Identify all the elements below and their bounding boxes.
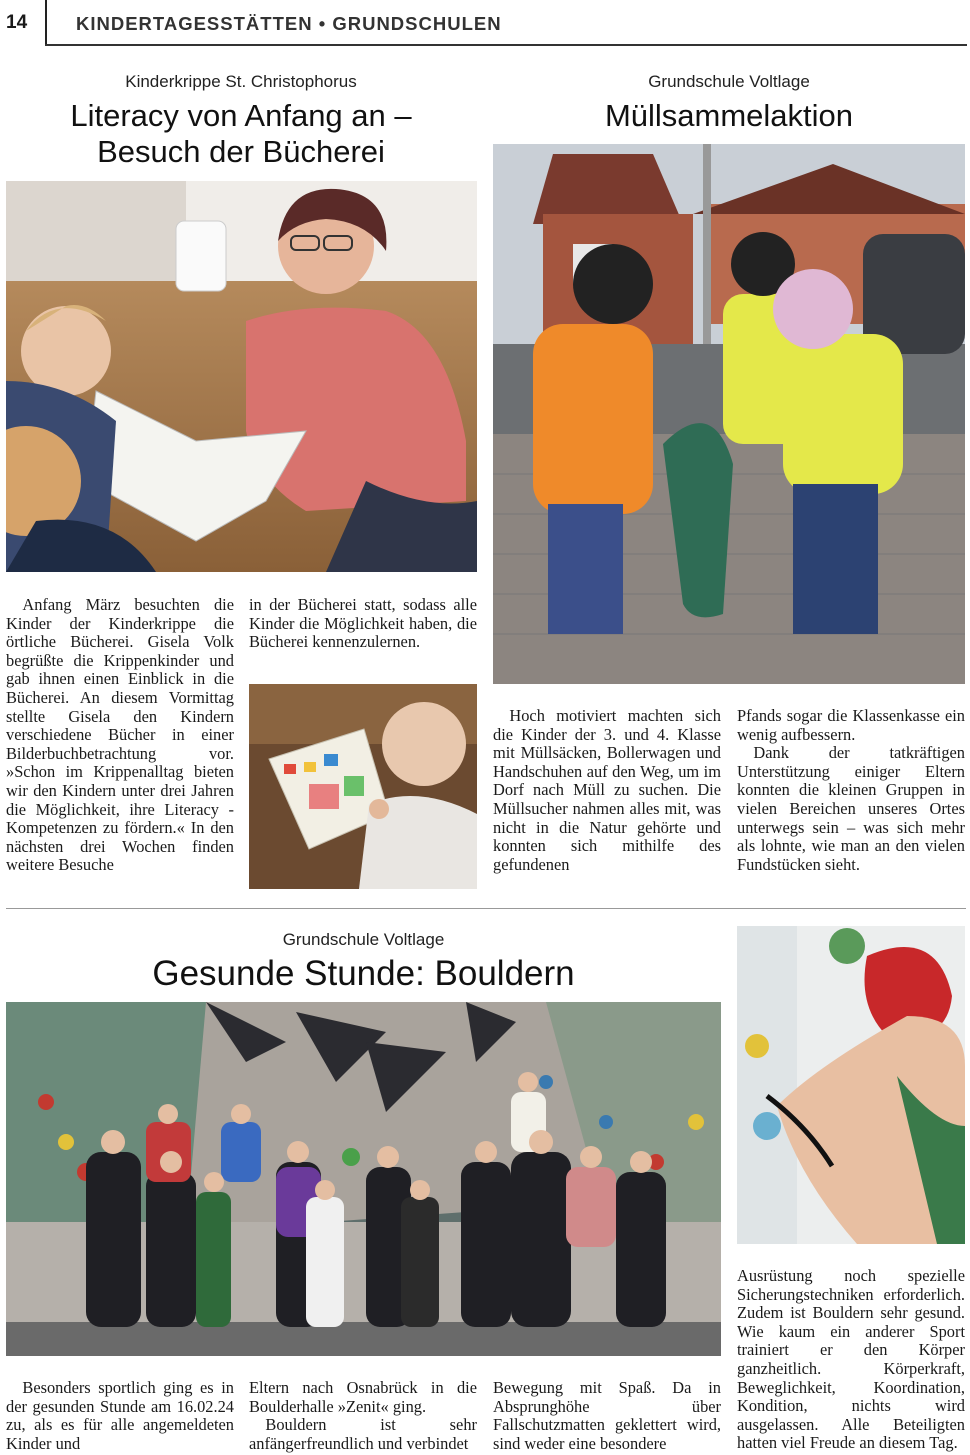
article1-headline-line2: Besuch der Bücherei — [97, 134, 385, 169]
photo-litter-collection-graphic — [493, 144, 965, 684]
article2-text-col2 — [737, 707, 965, 874]
article-separator — [6, 908, 966, 909]
photo-toddler-book — [249, 684, 477, 889]
photo-climbing-group — [6, 1002, 721, 1356]
article2-headline: Müllsammelaktion — [604, 98, 854, 133]
article1-text-col1: Anfang März besuchten die Kinder der Kinderkrippe die örtliche Bücherei. Gisela Volk begrüßte die Krippenkinder und gab ihnen einen Einblick in die Bücherei. An diesem Vormittag stellte Gisela den Kindern verschiedene Bücher in einer Bilderbuchbetrachtung vor. »Schon im Krippenalltag bieten wir den Kindern unter drei Jahren die Möglichkeit, ihre Literacy - Kompetenzen zu fördern.« In den nächsten drei Wochen finden weitere Besuche — [6, 595, 234, 875]
article1-headline — [6, 98, 476, 170]
photo-woman-reading-graphic — [6, 181, 477, 572]
article3-text-col4: Ausrüstung noch spezielle Sicherungstechniken erforderlich. Zudem ist Bouldern sehr gesund. Wie kaum ein anderer Sport trainiert er den Körper ganzheitlich. Körperkraft, Beweglichkeit, Koordination, Kondition, nichts wird ausgelassen. Alle Beteiligten hatten viel Freude an diesem Tag. — [737, 1266, 965, 1453]
article2-text-col1: Hoch motiviert machten sich die Kinder der 3. und 4. Klasse mit Müllsäcken, Bollerwagen und Handschuhen auf den Weg, um im Dorf nach Müll zu suchen. Die Müllsucher nahmen alles mit, was nicht in die Natur gehörte und konnten sich mithilfe des gefundenen — [493, 706, 721, 874]
article1-headline-line1: Literacy von Anfang an – — [70, 98, 412, 133]
photo-climbing-hand-graphic — [737, 926, 965, 1244]
article2-text-col2-para2: Dank der tatkräftigen Unterstützung einiger Eltern konnten die kleinen Gruppen in vielen Bereichen unseres Ortes unterwegs sein – was sich mehr als lohnte, wie man an den vielen Fundstücken sieht. — [737, 743, 965, 874]
article3-headline: Gesunde Stunde: Bouldern — [152, 954, 575, 993]
article1-text-col2: in der Bücherei statt, sodass alle Kinder die Möglichkeit haben, die Bücherei kennenzulernen. — [249, 595, 477, 652]
photo-litter-collection — [493, 144, 965, 684]
article2-kicker: Grundschule Voltlage — [648, 72, 810, 91]
article2-text-col2-para1: Pfands sogar die Klassenkasse ein wenig aufbessern. — [737, 706, 965, 744]
section-title: KINDERTAGESSTÄTTEN • GRUNDSCHULEN — [76, 13, 502, 34]
header-rule — [45, 44, 967, 46]
article1-kicker: Kinderkrippe St. Christophorus — [125, 72, 357, 91]
article3-kicker: Grundschule Voltlage — [282, 930, 445, 949]
page-number: 14 — [6, 12, 28, 33]
article3-text-col2-para1: Eltern nach Osnabrück in die Boulderhalle »Zenit« ging. — [249, 1378, 477, 1416]
article3-text-col1: Besonders sportlich ging es in der gesunden Stunde am 16.02.24 zu, als es für alle angemeldeten Kinder und — [6, 1378, 234, 1453]
photo-woman-reading — [6, 181, 477, 572]
photo-climbing-group-graphic — [6, 1002, 721, 1356]
photo-climbing-hand — [737, 926, 965, 1244]
article3-text-col3: Bewegung mit Spaß. Da in Absprunghöhe über Fallschutzmatten geklettert wird, sind weder eine besondere — [493, 1378, 721, 1453]
article3-text-col2-para2: Bouldern ist sehr anfängerfreundlich und verbindet — [249, 1415, 477, 1453]
header-divider — [45, 0, 47, 44]
article3-text-col2 — [249, 1379, 477, 1453]
photo-toddler-book-graphic — [249, 684, 477, 889]
